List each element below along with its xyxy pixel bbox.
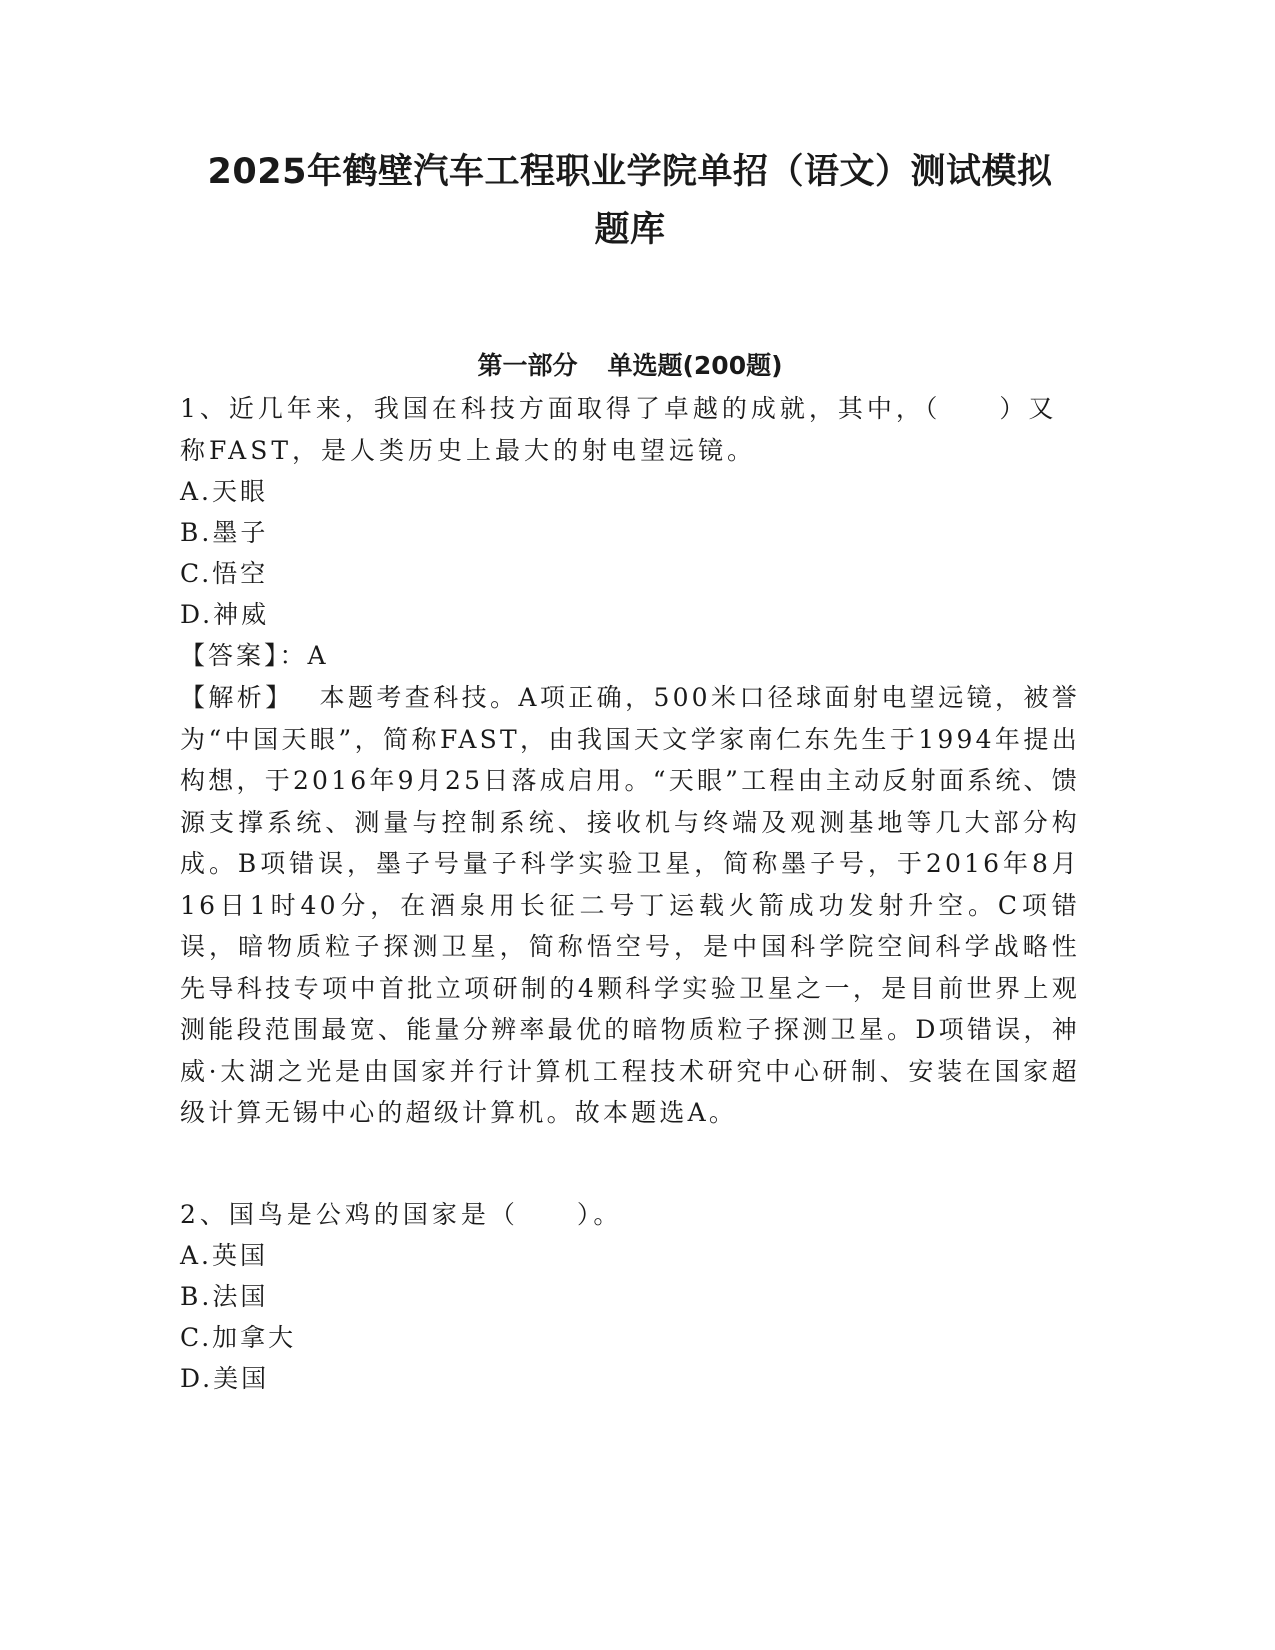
question-1-option-c: C.悟空: [180, 559, 269, 588]
answer-label: 【答案】：: [180, 641, 308, 670]
question-2-stem: 2、国鸟是公鸡的国家是（ ）。: [180, 1200, 623, 1229]
analysis-label: 【解析】: [180, 683, 294, 712]
section-name: 单选题(200题): [607, 351, 783, 380]
section-part: 第一部分: [477, 351, 578, 380]
document-title-line-2: 题库: [594, 210, 666, 250]
question-2-option-b: B.法国: [180, 1282, 269, 1311]
document-title-line-1: 2025年鹤壁汽车工程职业学院单招（语文）测试模拟: [207, 152, 1053, 192]
question-1-option-a: A.天眼: [180, 477, 269, 506]
question-1-stem: 1、近几年来，我国在科技方面取得了卓越的成就，其中，（ ）又称FAST，是人类历史上最大的射电望远镜。: [180, 394, 1058, 465]
question-1-option-b: B.墨子: [180, 518, 269, 547]
question-1-answer: [180, 636, 1080, 676]
document-title: [180, 143, 1080, 259]
question-1-option-d: D.神威: [180, 600, 270, 629]
question-1-analysis: [180, 677, 1080, 1134]
section-heading: [180, 348, 1080, 384]
answer-value: A: [307, 641, 329, 670]
question-2-option-c: C.加拿大: [180, 1323, 297, 1352]
question-2-option-d: D.美国: [180, 1364, 270, 1393]
question-2-option-a: A.英国: [180, 1241, 269, 1270]
analysis-text: 本题考查科技。A项正确，500米口径球面射电望远镜，被誉为“中国天眼”，简称FAST，由我国天文学家南仁东先生于1994年提出构想，于2016年9月25日落成启用。“天眼”工程由主动反射面系统、馈源支撑系统、测量与控制系统、接收机与终端及观测基地等几大部分构成。B项错误，墨子号量子科学实验卫星，简称墨子号，于2016年8月16日1时40分，在酒泉用长征二号丁运载火箭成功发射升空。C项错误，暗物质粒子探测卫星，简称悟空号，是中国科学院空间科学战略性先导科技专项中首批立项研制的4颗科学实验卫星之一，是目前世界上观测能段范围最宽、能量分辨率最优的暗物质粒子探测卫星。D项错误，神威·太湖之光是由国家并行计算机工程技术研究中心研制、安装在国家超级计算无锡中心的超级计算机。故本题选A。: [180, 683, 1080, 1127]
